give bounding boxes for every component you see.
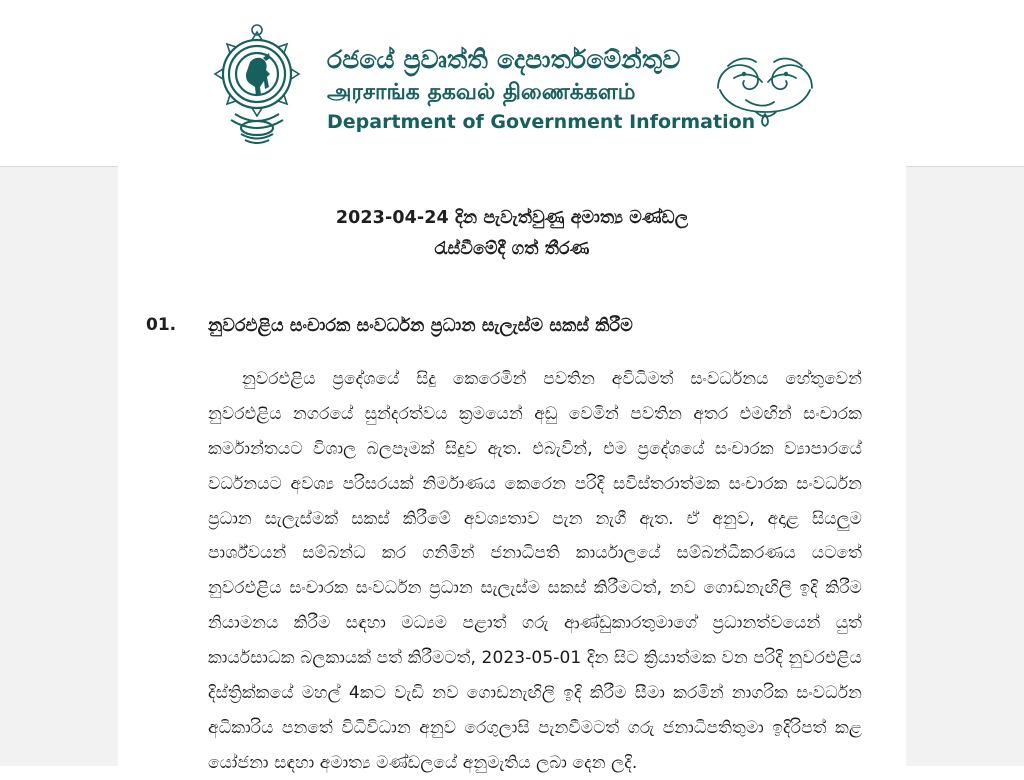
letterhead-titles <box>327 36 755 134</box>
document-title-line-1: 2023-04-24 දින පැවැත්වුණු අමාත්‍ය මණ්ඩල <box>335 208 689 228</box>
letterhead-content <box>205 22 755 148</box>
list-item <box>118 312 906 340</box>
item-heading: නුවරඑළිය සංචාරක සංවර්ධන ප්‍රධාන සැලැස්ම සකස් කිරීම <box>208 316 633 337</box>
traditional-bird-motif-icon <box>700 48 830 128</box>
title-english: Department of Government Information <box>327 111 756 134</box>
item-number: 01. <box>146 315 177 336</box>
sri-lanka-national-emblem-icon <box>205 22 309 148</box>
page-margin-right <box>906 166 1024 766</box>
letterhead-header <box>0 0 1024 167</box>
title-tamil: அரசாங்க தகவல் திணைக்களம் <box>327 79 636 105</box>
paragraph-text: නුවරඑළිය ප්‍රදේශයේ සිදු කෙරෙමින් පවතින අවිධිමත් සංවර්ධනය හේතුවෙන් නුවරඑළිය නගරයේ සුන්දරත්වය ක්‍රමයෙන් අඩු වෙමින් පවතින අතර එමඟින් සංචාරක කර්මාන්තයට විශාල බලපෑමක් සිදුව ඇත. එබැවින්, එම ප්‍රදේශයේ සංචාරක ව්‍යාපාරයේ වර්ධනයට අවශ්‍ය පරිසරයක් නිර්මාණය කෙරෙන පරිදි සවිස්තරාත්මක සංචාරක සංවර්ධන ප්‍රධාන සැලැස්මක් සකස් කිරීමේ අවශ්‍යතාව පැන නැගී ඇත. ඒ අනුව, අදාළ සියලුම පාර්ශ්වයන් සම්බන්ධ කර ගනිමින් ජනාධිපති කාර්යාලයේ සම්බන්ධීකරණය යටතේ නුවරඑළිය සංචාරක සංවර්ධන ප්‍රධාන සැලැස්ම සකස් කිරීමටත්, නව ගොඩනැඟිලි ඉදි කිරීම නියාමනය කිරීම සඳහා මධ්‍යම පළාත් ගරු ආණ්ඩුකාරතුමාගේ ප්‍රධානත්වයෙන් යුත් කාර්යසාධක බලකායක් පත් කිරීමටත්, 2023-05-01 දින සිට ක්‍රියාත්මක වන පරිදි නුවරඑළිය දිස්ත්‍රික්කයේ මහල් 4කට වැඩි නව ගොඩනැඟිලි ඉදි කිරීම සීමා කරමින් නාගරික සංවර්ධන අධිකාරිය පනතේ විධිවිධාන අනුව රෙගුලාසි පැනවීමටත් ගරු ජනාධිපතිතුමා ඉදිරිපත් කළ යෝජනා සඳහා අමාත්‍ය මණ්ඩලයේ අනුමැතිය ලබා දෙන ලදි. <box>208 369 862 773</box>
page-margin-left <box>0 166 118 766</box>
title-sinhala: රජයේ ප්‍රවෘත්ති දෙපාර්තමේන්තුව <box>327 45 681 75</box>
item-body-paragraph <box>208 362 862 780</box>
document-body <box>118 166 906 773</box>
document-title-line-2: රැස්වීමේදී ගත් තීරණ <box>434 238 590 259</box>
document-title <box>118 203 906 264</box>
